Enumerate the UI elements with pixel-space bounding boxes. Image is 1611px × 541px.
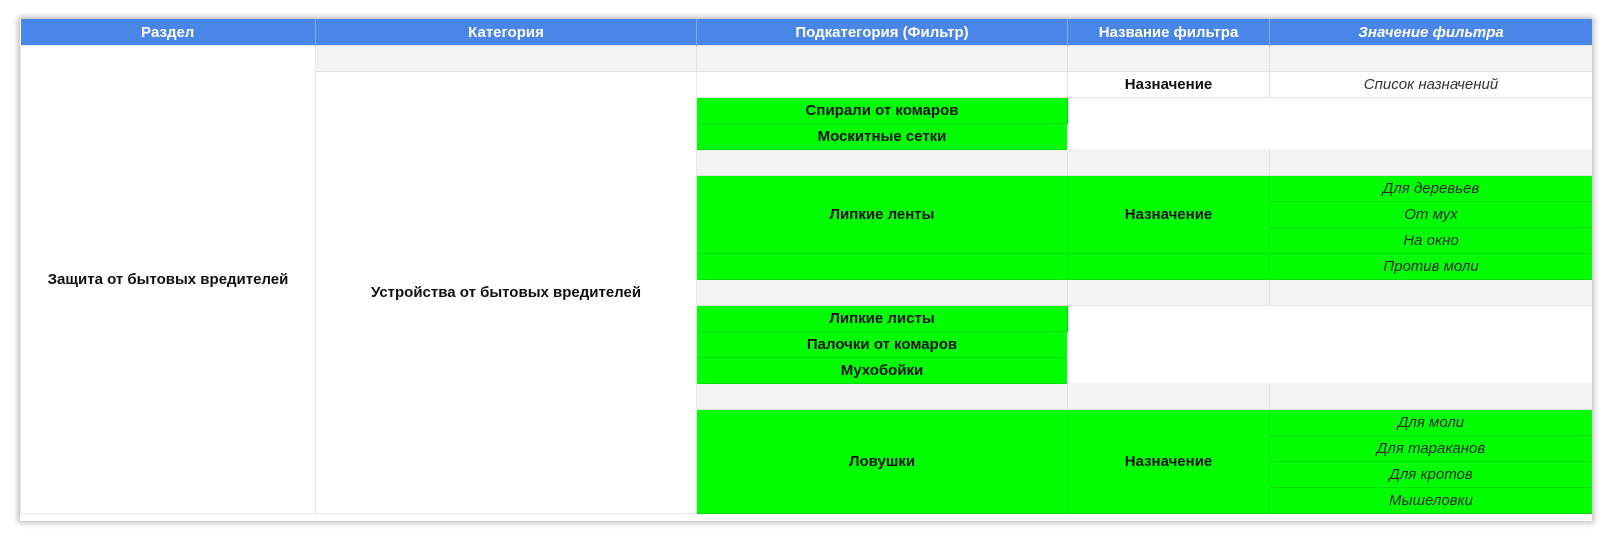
spacer-cell[interactable] xyxy=(316,46,697,72)
spacer-cell[interactable] xyxy=(1270,46,1593,72)
header-category[interactable]: Категория xyxy=(316,19,697,46)
filter-value-cell[interactable]: Для деревьев xyxy=(1270,176,1593,202)
filter-name-cell[interactable]: Назначение xyxy=(1068,176,1270,254)
filter-name-cell[interactable]: Назначение xyxy=(1068,410,1270,514)
filter-value-cell[interactable]: На окно xyxy=(1270,228,1593,254)
header-subcategory[interactable]: Подкатегория (Фильтр) xyxy=(697,19,1068,46)
filter-value-cell[interactable]: Против моли xyxy=(1270,254,1593,280)
spacer-cell[interactable] xyxy=(1068,384,1270,410)
subcategory-cell[interactable]: Москитные сетки xyxy=(697,124,1068,150)
subcategory-cell[interactable]: Мухобойки xyxy=(697,358,1068,384)
filter-value-cell[interactable]: Список назначений xyxy=(1270,72,1593,98)
spacer-cell[interactable] xyxy=(697,150,1068,176)
subcategory-cell[interactable] xyxy=(697,72,1068,98)
spacer-cell[interactable] xyxy=(1270,384,1593,410)
spreadsheet-table xyxy=(20,19,1592,521)
filter-value-cell[interactable]: От мух xyxy=(1270,202,1593,228)
header-row xyxy=(21,19,1593,46)
subcategory-cell[interactable]: Палочки от комаров xyxy=(697,332,1068,358)
subcategory-cell[interactable] xyxy=(697,254,1068,280)
filter-name-cell[interactable] xyxy=(1068,254,1270,280)
header-section[interactable]: Раздел xyxy=(21,19,316,46)
spacer-cell[interactable] xyxy=(1068,280,1270,306)
filter-value-cell[interactable]: Для моли xyxy=(1270,410,1593,436)
filter-value-cell[interactable]: Для кротов xyxy=(1270,462,1593,488)
filter-value-cell[interactable]: Для тараканов xyxy=(1270,436,1593,462)
spacer-cell[interactable] xyxy=(697,46,1068,72)
table-row xyxy=(21,46,1593,72)
spacer-cell[interactable] xyxy=(1068,150,1270,176)
spacer-cell[interactable] xyxy=(1068,46,1270,72)
empty-filter-cell[interactable] xyxy=(1068,306,1593,384)
spacer-cell[interactable] xyxy=(1270,150,1593,176)
spacer-cell[interactable] xyxy=(697,384,1068,410)
subcategory-cell[interactable]: Спирали от комаров xyxy=(697,98,1068,124)
subcategory-cell[interactable]: Липкие ленты xyxy=(697,176,1068,254)
spacer-cell[interactable] xyxy=(1270,280,1593,306)
empty-filter-cell[interactable] xyxy=(1068,98,1593,150)
category-cell[interactable]: Устройства от бытовых вредителей xyxy=(316,72,697,514)
filter-value-cell[interactable]: Мышеловки xyxy=(1270,488,1593,514)
subcategory-cell[interactable]: Ловушки xyxy=(697,410,1068,514)
header-filter-value[interactable]: Значение фильтра xyxy=(1270,19,1593,46)
subcategory-cell[interactable]: Липкие листы xyxy=(697,306,1068,332)
section-cell[interactable]: Защита от бытовых вредителей xyxy=(21,46,316,514)
filters-table xyxy=(20,19,1592,514)
spacer-cell[interactable] xyxy=(697,280,1068,306)
header-filter-name[interactable]: Название фильтра xyxy=(1068,19,1270,46)
filter-name-cell[interactable]: Назначение xyxy=(1068,72,1270,98)
